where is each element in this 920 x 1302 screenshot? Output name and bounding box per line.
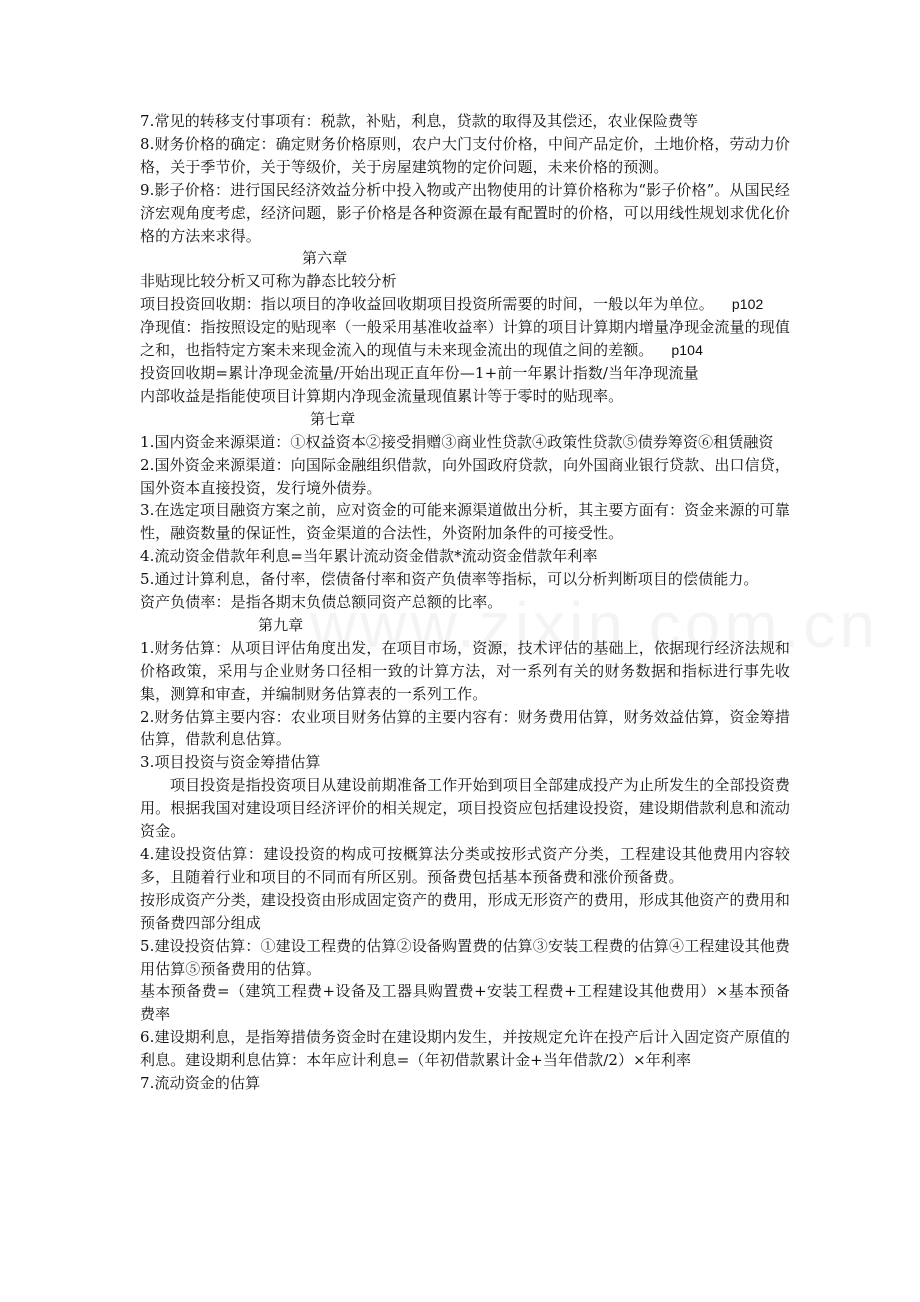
paragraph-static-analysis: 非贴现比较分析又可称为静态比较分析 xyxy=(140,272,397,291)
paragraph-estimation-contents: 2.财务估算主要内容：农业项目财务估算的主要内容有：财务费用估算，财务效益估算，资金筹措估算，借款利息估算。 xyxy=(140,707,790,749)
paragraph-project-investment: 项目投资是指投资项目从建设前期准备工作开始到项目全部建成投产为止所发生的全部投资费用。根据我国对建设项目经济评价的相关规定，项目投资应包括建设投资，建设期借款利息和流动资金。 xyxy=(140,776,790,841)
paragraph-financial-estimation: 1.财务估算：从项目评估角度出发，在项目市场，资源，技术评估的基础上，依据现行经济法规和价格政策，采用与企业财务口径相一致的计算方法，对一系列有关的财务数据和指标进行事先收集，测算和审查，并编制财务估算表的一系列工作。 xyxy=(140,638,790,703)
paragraph-basic-reserve-formula: 基本预备费=（建筑工程费+设备及工器具购置费+安装工程费+工程建设其他费用）×基本预备费率 xyxy=(140,982,790,1024)
paragraph-investment-funding-title: 3.项目投资与资金筹措估算 xyxy=(140,753,321,772)
paragraph-working-capital-interest: 4.流动资金借款年利息=当年累计流动资金借款*流动资金借款年利率 xyxy=(140,547,598,566)
paragraph-shadow-price: 9.影子价格：进行国民经济效益分析中投入物或产出物使用的计算价格称为“影子价格”。从国民经济宏观角度考虑，经济问题，影子价格是各种资源在最有配置时的价格，可以用线性规划求优化价格的方法来求得。 xyxy=(140,180,790,245)
paragraph-asset-classification: 按形成资产分类，建设投资由形成固定资产的费用，形成无形资产的费用，形成其他资产的费用和预备费四部分组成 xyxy=(140,890,790,932)
chapter-9-heading: 第九章 xyxy=(258,615,304,634)
paragraph-payback-formula: 投资回收期=累计净现金流量/开始出现正直年份—1+前一年累计指数/当年净现流量 xyxy=(140,363,699,382)
npv-text: 净现值：指按照设定的贴现率（一般采用基准收益率）计算的项目计算期内增量净现金流量的现值之和，也指特定方案未来现金流入的现值与未来现金流出的现值之间的差额。 xyxy=(140,318,790,360)
page-ref-p104: p104 xyxy=(671,342,703,359)
paragraph-financial-price: 8.财务价格的确定：确定财务价格原则，农户大门支付价格，中间产品定价，土地价格，劳动力价格，关于季节价，关于等级价，关于房屋建筑物的定价问题，未来价格的预测。 xyxy=(140,134,790,176)
paragraph-investment-estimation-list: 5.建设投资估算：①建设工程费的估算②设备购置费的估算③安装工程费的估算④工程建设其他费用估算⑤预备费用的估算。 xyxy=(140,936,790,978)
paragraph-solvency: 5.通过计算利息，备付率，偿债备付率和资产负债率等指标，可以分析判断项目的偿债能力。 xyxy=(140,570,759,589)
chapter-6-heading: 第六章 xyxy=(302,249,348,268)
paragraph-funding-analysis: 3.在选定项目融资方案之前，应对资金的可能来源渠道做出分析，其主要方面有：资金来源的可靠性，融资数量的保证性，资金渠道的合法性，外资附加条件的可接受性。 xyxy=(140,501,790,543)
paragraph-payback-period xyxy=(140,293,790,316)
page-ref-p102: p102 xyxy=(731,296,764,313)
paragraph-foreign-funding: 2.国外资金来源渠道：向国际金融组织借款，向外国政府贷款，向外国商业银行贷款、出口信贷，国外资本直接投资，发行境外债券。 xyxy=(140,455,790,497)
payback-period-text: 项目投资回收期：指以项目的净收益回收期项目投资所需要的时间，一般以年为单位。 xyxy=(140,295,714,314)
chapter-7-heading: 第七章 xyxy=(310,409,356,428)
paragraph-domestic-funding: 1.国内资金来源渠道：①权益资本②接受捐赠③商业性贷款④政策性贷款⑤债券筹资⑥租赁融资 xyxy=(140,432,774,451)
paragraph-construction-interest: 6.建设期利息，是指筹措债务资金时在建设期内发生，并按规定允许在投产后计入固定资产原值的利息。建设期利息估算：本年应计利息=（年初借款累计金+当年借款/2）×年利率 xyxy=(140,1028,790,1070)
paragraph-transfer-payments: 7.常见的转移支付事项有：税款，补贴，利息，贷款的取得及其偿还，农业保险费等 xyxy=(140,112,699,130)
paragraph-irr: 内部收益是指能使项目计算期内净现金流量现值累计等于零时的贴现率。 xyxy=(140,386,624,405)
paragraph-net-present-value xyxy=(140,316,790,362)
paragraph-construction-investment: 4.建设投资估算：建设投资的构成可按概算法分类或按形式资产分类，工程建设其他费用内容较多，且随着行业和项目的不同而有所区别。预备费包括基本预备费和涨价预备费。 xyxy=(140,845,790,886)
document-page xyxy=(140,110,790,1095)
paragraph-working-capital-estimation: 7.流动资金的估算 xyxy=(140,1074,261,1093)
paragraph-debt-ratio: 资产负债率：是指各期末负债总额同资产总额的比率。 xyxy=(140,593,503,612)
